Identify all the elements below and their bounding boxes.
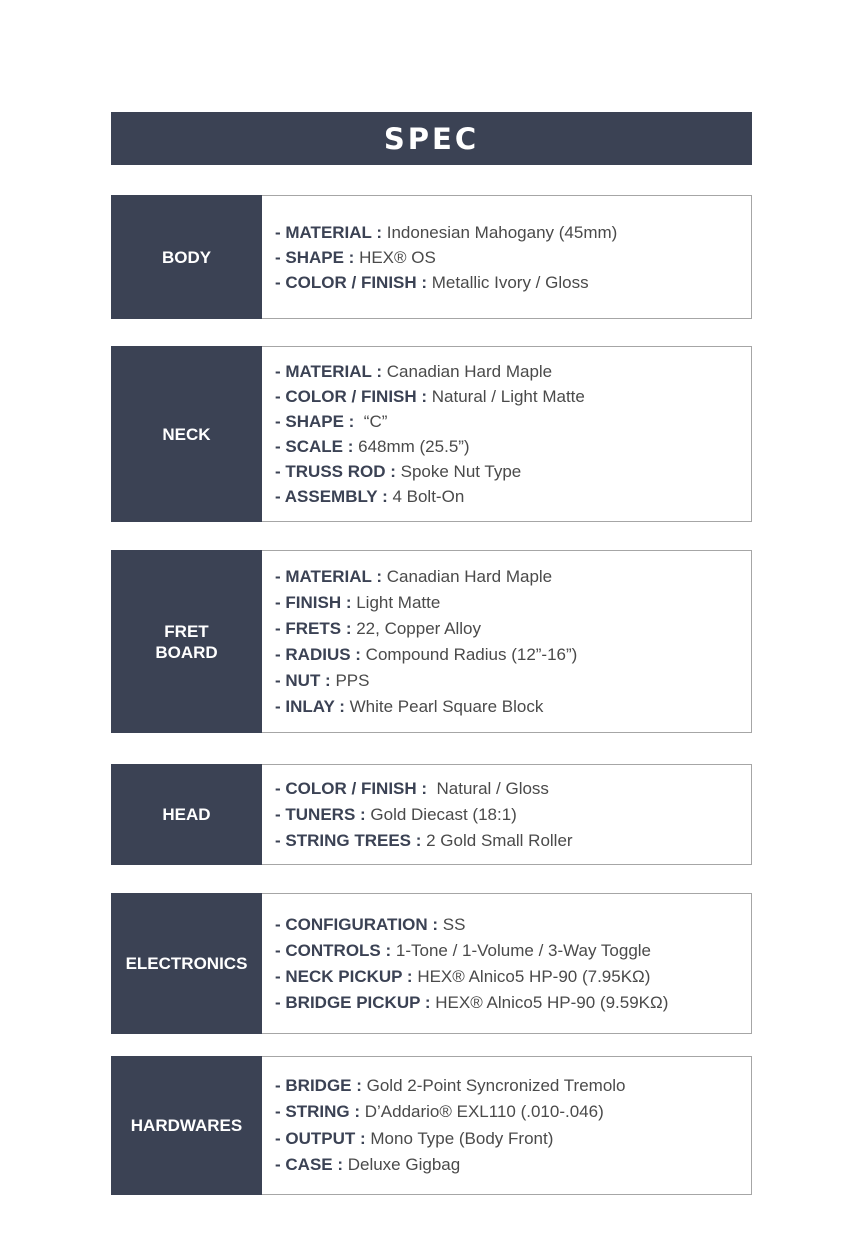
spec-section-head (111, 764, 752, 865)
spec-value: HEX® OS (354, 247, 436, 267)
spec-section-electronics (111, 893, 752, 1034)
spec-key: - MATERIAL : (275, 566, 383, 586)
section-label: HARDWARES (111, 1056, 262, 1195)
spec-row (275, 484, 751, 509)
spec-row (275, 434, 751, 459)
spec-row (275, 802, 751, 828)
spec-row (275, 220, 751, 245)
spec-value: Natural / Light Matte (427, 387, 585, 406)
spec-value: Natural / Gloss (427, 778, 549, 798)
section-label: NECK (111, 346, 262, 522)
spec-value: Canadian Hard Maple (382, 362, 553, 381)
spec-section-body (111, 195, 752, 319)
spec-row (275, 694, 751, 720)
spec-value: SS (438, 914, 466, 934)
section-label: BODY (111, 195, 262, 319)
spec-value: PPS (330, 670, 370, 690)
spec-key: - CONTROLS : (275, 940, 392, 960)
spec-row (275, 245, 751, 270)
spec-value: “C” (354, 412, 388, 431)
spec-value: Spoke Nut Type (395, 462, 522, 481)
spec-value: Compound Radius (12”-16”) (360, 644, 578, 664)
spec-row (275, 409, 751, 434)
spec-key: - ASSEMBLY : (275, 487, 388, 506)
spec-row (275, 938, 751, 964)
spec-row (275, 828, 751, 854)
spec-value: Mono Type (Body Front) (365, 1128, 554, 1148)
section-content (262, 195, 752, 319)
spec-key: - CONFIGURATION : (275, 914, 439, 934)
spec-value: Gold 2-Point Syncronized Tremolo (361, 1075, 626, 1095)
spec-row (275, 1073, 751, 1100)
spec-key: - FRETS : (275, 618, 352, 638)
spec-row (275, 384, 751, 409)
spec-row (275, 912, 751, 938)
spec-key: - SHAPE : (275, 412, 355, 431)
spec-row (275, 1152, 751, 1179)
section-label: FRET BOARD (111, 550, 262, 733)
spec-row (275, 964, 751, 990)
spec-key: - BRIDGE : (275, 1075, 362, 1095)
spec-row (275, 564, 751, 590)
spec-key: - MATERIAL : (275, 362, 383, 381)
spec-value: 648mm (25.5”) (353, 437, 470, 456)
spec-row (275, 642, 751, 668)
spec-title: SPEC (111, 112, 752, 165)
spec-value: Canadian Hard Maple (382, 566, 553, 586)
spec-value: 4 Bolt-On (387, 487, 465, 506)
spec-key: - FINISH : (275, 592, 352, 612)
spec-key: - SCALE : (275, 437, 354, 456)
spec-value: Deluxe Gigbag (343, 1155, 461, 1174)
spec-row (275, 359, 751, 384)
section-content (262, 346, 752, 522)
spec-row (275, 459, 751, 484)
spec-row (275, 270, 751, 295)
section-content (262, 550, 752, 733)
spec-row (275, 668, 751, 694)
spec-value: HEX® Alnico5 HP-90 (7.95KΩ) (412, 966, 651, 986)
spec-key: - INLAY : (275, 696, 345, 716)
spec-key: - NECK PICKUP : (275, 966, 413, 986)
spec-value: Gold Diecast (18:1) (365, 804, 517, 824)
section-content (262, 764, 752, 865)
spec-key: - STRING TREES : (275, 830, 422, 850)
spec-key: - COLOR / FINISH : (275, 778, 428, 798)
spec-key: - SHAPE : (275, 247, 355, 267)
spec-value: White Pearl Square Block (344, 696, 544, 716)
spec-row (275, 990, 751, 1016)
spec-section-hardwares (111, 1056, 752, 1195)
spec-value: 2 Gold Small Roller (421, 830, 573, 850)
spec-key: - NUT : (275, 670, 331, 690)
spec-section-neck (111, 346, 752, 522)
spec-value: 1-Tone / 1-Volume / 3-Way Toggle (391, 940, 652, 960)
spec-key: - RADIUS : (275, 644, 361, 664)
spec-key: - COLOR / FINISH : (275, 387, 428, 406)
spec-key: - MATERIAL : (275, 222, 383, 242)
section-content (262, 893, 752, 1034)
spec-section-fretboard (111, 550, 752, 733)
spec-row (275, 1099, 751, 1126)
spec-value: HEX® Alnico5 HP-90 (9.59KΩ) (430, 992, 669, 1012)
spec-value: Light Matte (351, 592, 441, 612)
spec-row (275, 616, 751, 642)
spec-row (275, 776, 751, 802)
section-label: HEAD (111, 764, 262, 865)
spec-row (275, 1126, 751, 1153)
spec-key: - STRING : (275, 1102, 360, 1121)
spec-key: - CASE : (275, 1155, 343, 1174)
spec-key: - OUTPUT : (275, 1128, 366, 1148)
spec-value: 22, Copper Alloy (351, 618, 481, 638)
spec-key: - BRIDGE PICKUP : (275, 992, 431, 1012)
spec-key: - COLOR / FINISH : (275, 272, 428, 292)
spec-value: Metallic Ivory / Gloss (427, 272, 589, 292)
spec-value: Indonesian Mahogany (45mm) (382, 222, 618, 242)
section-content (262, 1056, 752, 1195)
spec-key: - TRUSS ROD : (275, 462, 396, 481)
section-label: ELECTRONICS (111, 893, 262, 1034)
spec-value: D’Addario® EXL110 (.010-.046) (360, 1102, 604, 1121)
spec-key: - TUNERS : (275, 804, 366, 824)
spec-row (275, 590, 751, 616)
